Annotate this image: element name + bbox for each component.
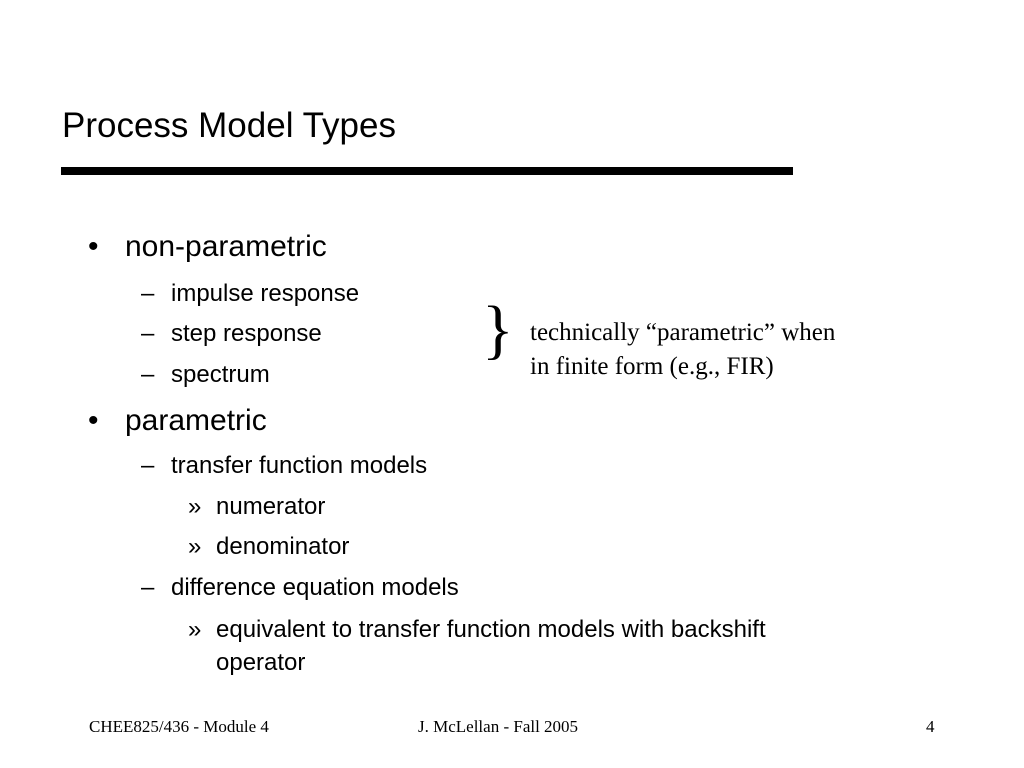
footer-author-term: J. McLellan - Fall 2005 (418, 717, 579, 736)
sub-bullet-label: difference equation models (171, 574, 459, 601)
sub-bullet-label: spectrum (171, 361, 270, 388)
sub-bullet-label: transfer function models (171, 452, 428, 479)
brace-annotation (530, 316, 950, 384)
sub-sub-bullet-label: numerator (216, 493, 326, 520)
sub-sub-bullet-label-line-1: equivalent to transfer function models with backshift (216, 616, 766, 643)
sub-bullet-label: step response (171, 320, 322, 347)
sub-sub-bullet-label: denominator (216, 533, 350, 560)
dash-marker: – (141, 280, 155, 307)
dash-marker: – (141, 361, 155, 388)
annotation-line-2: in finite form (e.g., FIR) (530, 353, 774, 380)
sub-bullet-label: impulse response (171, 280, 360, 307)
chevron-marker: » (188, 493, 202, 520)
bullet-label: non-parametric (125, 230, 327, 263)
chevron-marker: » (188, 533, 202, 560)
sub-sub-bullet-label-line-2: operator (216, 649, 306, 676)
annotation-line-1: technically “parametric” when (530, 319, 836, 346)
page-number: 4 (926, 717, 935, 736)
right-brace: } (482, 293, 514, 366)
chevron-marker: » (188, 616, 202, 643)
bullet-label: parametric (125, 404, 267, 437)
title-divider (61, 167, 793, 175)
bullet-marker: • (88, 404, 99, 437)
dash-marker: – (141, 320, 155, 347)
slide-title: Process Model Types (62, 106, 396, 145)
dash-marker: – (141, 574, 155, 601)
bullet-marker: • (88, 230, 99, 263)
dash-marker: – (141, 452, 155, 479)
footer-course: CHEE825/436 - Module 4 (89, 717, 269, 736)
